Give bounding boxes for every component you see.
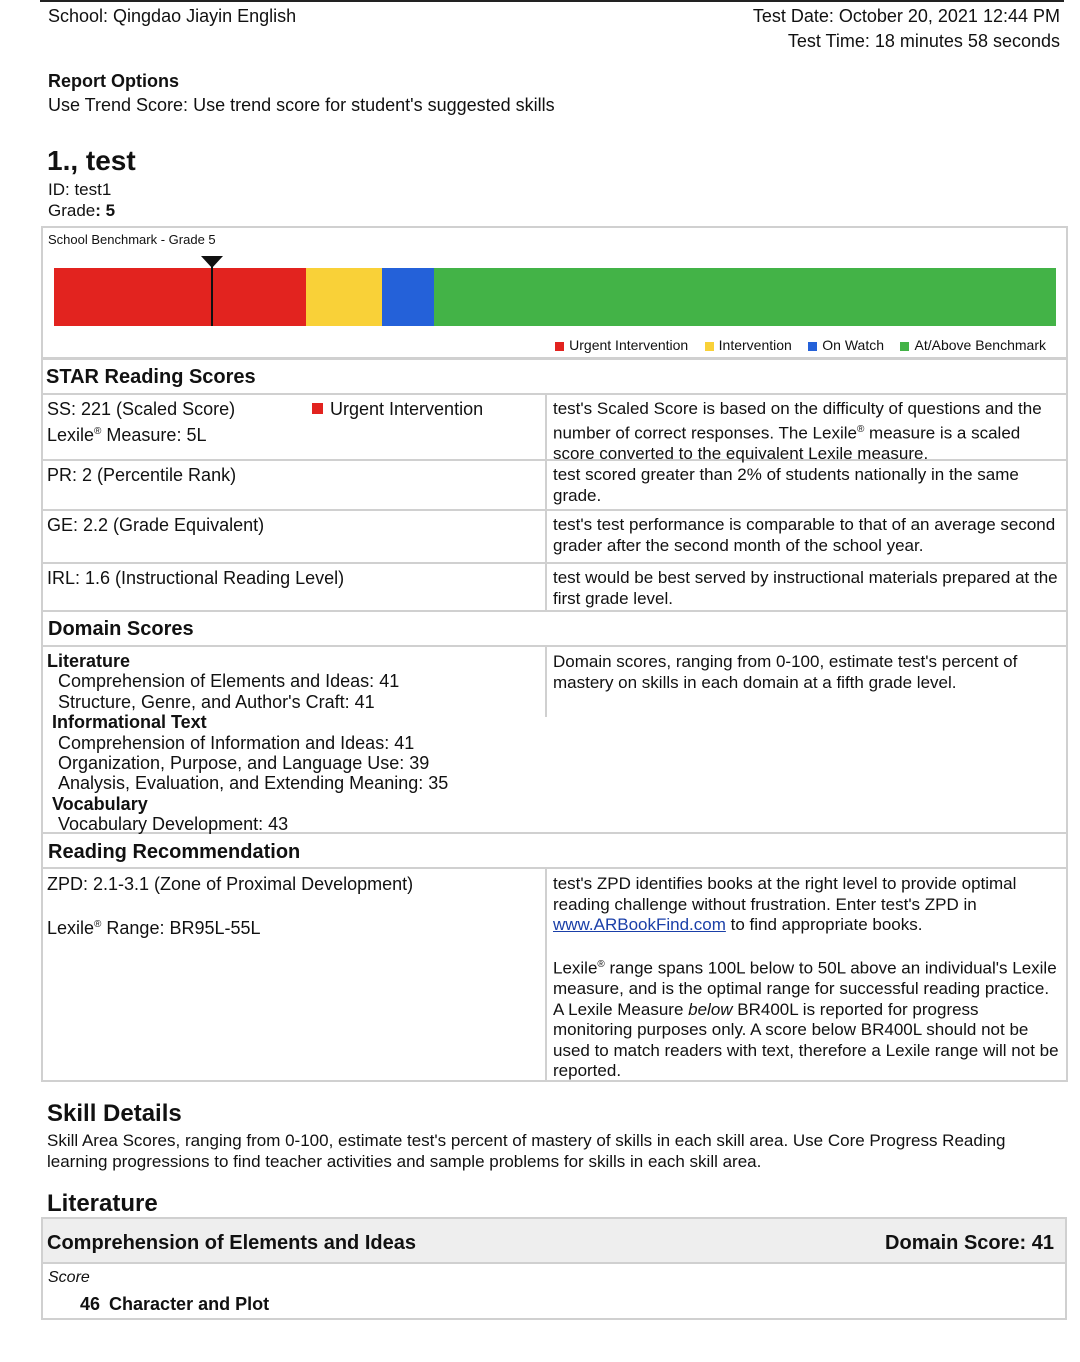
domain-informational: Informational Text [52,712,207,733]
score-marker-line [211,262,213,326]
skill-details-description: Skill Area Scores, ranging from 0-100, estimate test's percent of mastery of skills in each skill area. Use Core Progress Reading learning progressions to find teacher activities and sample problems for skills in each skill area. [47,1131,1006,1171]
domain-literature: Literature [47,651,131,671]
skill-literature-title: Literature [47,1190,158,1217]
grade-equivalent-description: test's test performance is comparable to that of an average second grader after the second month of the school year. [553,515,1056,555]
benchmark-legend [543,336,1046,354]
irl-description: test would be best served by instructional materials prepared at the first grade level. [553,568,1058,608]
lexile-range-description: Lexile® range spans 100L below to 50L above an individual's Lexile measure, and is the optimal range for successful reading practice. A Lexile Measure below BR400L is reported for progress monitoring purposes only. A score below BR400L should not be used to match readers with text, therefore a Lexile range will not be reported. [553,958,1059,1081]
domain-description: Domain scores, ranging from 0-100, estimate test's percent of mastery on skills in each domain at a fifth grade level. [553,652,1018,692]
category-swatch [312,403,323,414]
school-name: School: Qingdao Jiayin English [48,6,297,26]
domain-title: Domain Scores [48,618,194,640]
category-badge: Urgent Intervention [312,399,483,420]
scaled-score: SS: 221 (Scaled Score) [47,399,236,419]
legend-urgent: Urgent Intervention [555,337,688,353]
domain-item: Structure, Genre, and Author's Craft: 41 [58,691,375,712]
skill-area-title: Comprehension of Elements and Ideas [47,1232,416,1254]
benchmark-title: School Benchmark - Grade 5 [48,232,216,247]
domain-item: Comprehension of Information and Ideas: 41 [58,732,415,753]
skill-area-domain-score: Domain Score: 41 [885,1232,1054,1254]
star-title: STAR Reading Scores [46,366,256,388]
skill-item [80,1294,269,1315]
lexile-measure: Lexile® Measure: 5L [47,425,207,445]
benchmark-segment-on-watch [382,268,434,326]
skill-item-score: 46 [80,1294,101,1314]
score-column-label: Score [48,1269,90,1286]
benchmark-bar [54,268,1056,326]
domain-item: Comprehension of Elements and Ideas: 41 [58,671,400,692]
benchmark-segment-urgent-intervention [54,268,306,326]
legend-on-watch: On Watch [808,337,884,353]
legend-benchmark: At/Above Benchmark [900,337,1046,353]
report-options-trend: Use Trend Score: Use trend score for student's suggested skills [48,95,555,115]
domain-list [47,651,448,835]
recommendation-title: Reading Recommendation [48,841,301,863]
legend-benchmark-swatch [900,342,909,351]
scaled-score-description: test's Scaled Score is based on the difficulty of questions and the number of correct responses. The Lexile® measure is a scaled score converted to the equivalent Lexile measure. [553,399,1042,463]
legend-urgent-swatch [555,342,564,351]
student-id: ID: test1 [48,180,112,199]
legend-on-watch-swatch [808,342,817,351]
arbookfind-link[interactable]: www.ARBookFind.com [553,915,726,934]
domain-item: Organization, Purpose, and Language Use: 39 [58,753,430,774]
domain-vocabulary: Vocabulary [52,793,148,814]
legend-intervention-swatch [705,342,714,351]
test-time: Test Time: 18 minutes 58 seconds [787,31,1060,51]
report-options-title: Report Options [48,71,179,91]
grade-equivalent: GE: 2.2 (Grade Equivalent) [47,515,265,535]
legend-intervention: Intervention [705,337,792,353]
student-name: 1., test [47,145,136,176]
domain-item: Vocabulary Development: 43 [58,814,289,835]
skill-item-name: Character and Plot [109,1294,270,1314]
domain-item: Analysis, Evaluation, and Extending Meaning: 35 [58,773,449,794]
test-date: Test Date: October 20, 2021 12:44 PM [752,6,1060,26]
zpd: ZPD: 2.1-3.1 (Zone of Proximal Development) [47,874,414,894]
student-grade: Grade: 5 [48,201,116,220]
benchmark-segment-at-above-benchmark [434,268,1056,326]
score-marker-icon [201,256,223,268]
benchmark-segment-intervention [306,268,382,326]
skill-details-title: Skill Details [47,1100,182,1127]
top-rule [40,0,1064,2]
percentile-description: test scored greater than 2% of students nationally in the same grade. [553,465,1019,505]
instructional-reading-level: IRL: 1.6 (Instructional Reading Level) [47,568,345,588]
zpd-description: test's ZPD identifies books at the right level to provide optimal reading challenge without frustration. Enter test's ZPD in www.ARBookFind.com to find appropriate books. [553,874,1017,934]
lexile-range: Lexile® Range: BR95L-55L [47,918,261,938]
percentile-rank: PR: 2 (Percentile Rank) [47,465,237,485]
